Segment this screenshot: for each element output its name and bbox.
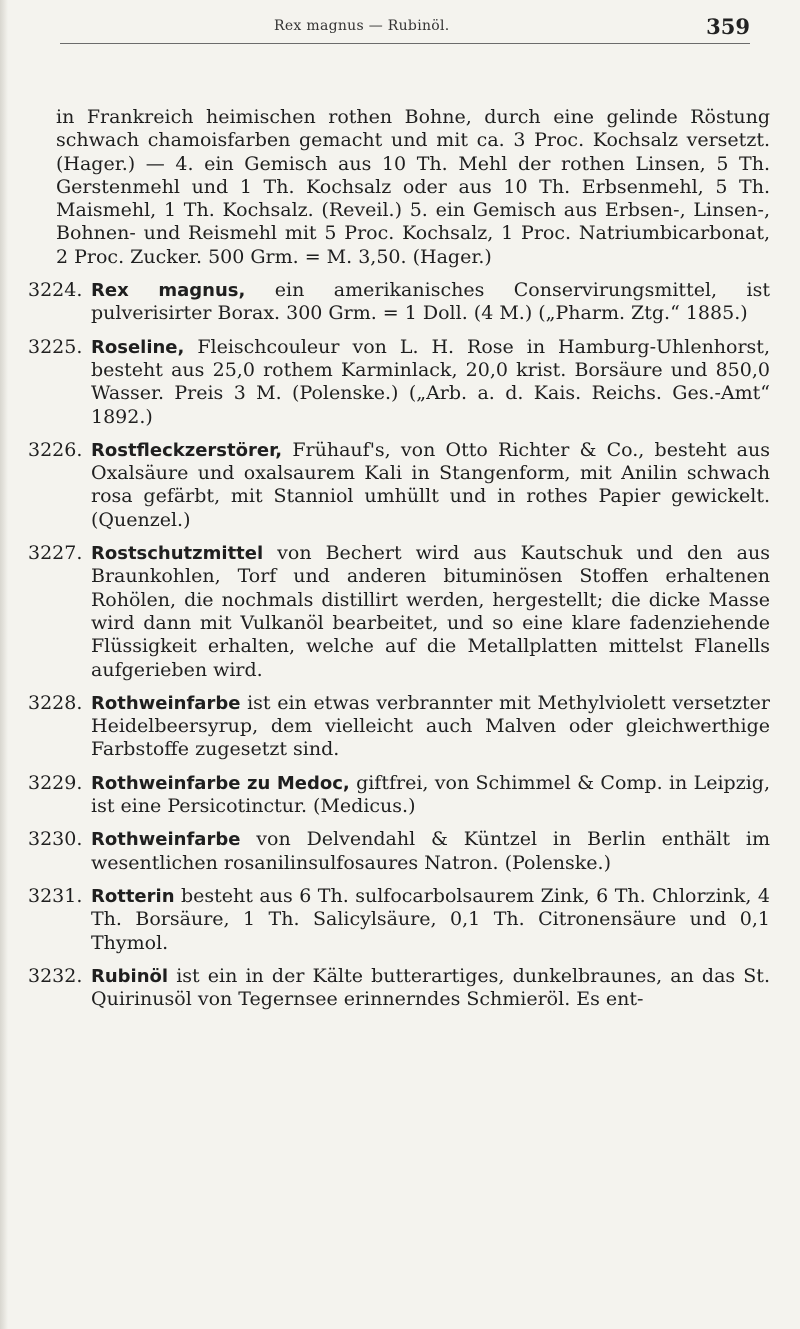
running-title: Rex magnus — Rubinöl. [274, 18, 450, 34]
entry-term: Rotterin [91, 885, 175, 907]
entry-text: ist ein etwas verbrannter mit Methylviolett versetzter Heidelbeersyrup, dem vielleicht auch Malven oder gleichwerthige Farbstoffe zugesetzt sind. [91, 691, 770, 761]
entry-term: Roseline, [91, 336, 185, 358]
entry-3226 [28, 438, 770, 532]
entry-number: 3226. [28, 438, 83, 461]
entry-3230 [28, 828, 770, 875]
entry-number: 3231. [28, 884, 83, 907]
entry-number: 3230. [28, 828, 83, 851]
entry-term: Rothweinfarbe zu Medoc, [91, 772, 350, 794]
intro-paragraph: in Frankreich heimischen rothen Bohne, durch eine gelinde Röstung schwach chamoisfarben gemacht und mit ca. 3 Proc. Kochsalz versetzt. (Hager.) — 4. ein Gemisch aus 10 Th. Mehl der rothen Linsen, 5 Th. Gerstenmehl und 1 Th. Kochsalz oder aus 10 Th. Erbsenmehl, 5 Th. Maismehl, 1 Th. Kochsalz. (Reveil.) 5. ein Gemisch aus Erbsen-, Linsen-, Bohnen- und Reismehl mit 5 Proc. Kochsalz, 1 Proc. Natriumbicarbonat, 2 Proc. Zucker. 500 Grm. = M. 3,50. (Hager.) [56, 106, 770, 268]
entry-number: 3225. [28, 335, 83, 358]
entry-number: 3229. [28, 771, 83, 794]
entry-3229 [28, 771, 770, 819]
entry-text: Frühauf's, von Otto Richter & Co., besteht aus Oxalsäure und oxalsaurem Kali in Stangenform, mit Anilin schwach rosa gefärbt, mit Stanniol umhüllt und in rothes Papier gewickelt. (Quenzel.) [91, 438, 770, 531]
entry-text: von Bechert wird aus Kautschuk und den aus Braunkohlen, Torf und anderen bituminösen Stoffen erhaltenen Rohölen, die nochmals distillirt werden, hergestellt; die dicke Masse wird dann mit Vulkanöl bearbeitet, und so eine klare fadenziehende Flüssigkeit erhalten, welche auf die Metallplatten mittelst Flanells aufgerieben wird. [91, 542, 770, 681]
entry-term: Rothweinfarbe [91, 829, 241, 851]
running-head [60, 14, 750, 42]
entry-term: Rothweinfarbe [91, 692, 241, 714]
entry-term: Rubinöl [91, 965, 169, 987]
page-binding-shadow [0, 0, 8, 1329]
entry-text: giftfrei, von Schimmel & Comp. in Leipzig, ist eine Persicotinctur. (Medicus.) [91, 771, 770, 818]
entry-number: 3228. [28, 691, 83, 714]
entry-number: 3224. [28, 279, 83, 302]
entry-text: ist ein in der Kälte butterartiges, dunkelbraunes, an das St. Quirinusöl von Tegernsee erinnerndes Schmieröl. Es ent- [91, 964, 770, 1011]
entry-3231 [28, 884, 771, 955]
entry-term: Rostfleckzerstörer, [91, 439, 283, 461]
entry-term: Rostschutzmittel [91, 543, 264, 565]
entry-3225 [28, 335, 770, 429]
body-text [28, 106, 771, 1021]
entry-3227 [28, 542, 770, 682]
entry-number: 3232. [28, 964, 83, 987]
entry-text: besteht aus 6 Th. sulfocarbolsaurem Zink, 6 Th. Chlorzink, 4 Th. Borsäure, 1 Th. Salicylsäure, 0,1 Th. Citronensäure und 0,1 Thymol. [91, 884, 771, 954]
entry-text: ein amerikanisches Conservirungsmittel, ist pulverisirter Borax. 300 Grm. = 1 Doll. (4 M.) („Pharm. Ztg.“ 1885.) [91, 279, 770, 325]
header-rule [60, 43, 750, 44]
entry-3232 [28, 964, 770, 1012]
entry-text: Fleischcouleur von L. H. Rose in Hamburg-Uhlenhorst, besteht aus 25,0 rothem Karminlack, 20,0 krist. Borsäure und 850,0 Wasser. Preis 3 M. (Polenske.) („Arb. a. d. Kais. Reichs. Ges.-Amt“ 1892.) [91, 335, 770, 428]
page-number: 359 [706, 14, 750, 39]
entry-number: 3227. [28, 542, 83, 565]
entry-term: Rex magnus, [91, 280, 246, 302]
entry-3224 [28, 279, 770, 326]
entry-text: von Delvendahl & Küntzel in Berlin enthält im wesentlichen rosanilinsulfosaures Natron. (Polenske.) [91, 828, 770, 874]
entry-3228 [28, 691, 770, 762]
